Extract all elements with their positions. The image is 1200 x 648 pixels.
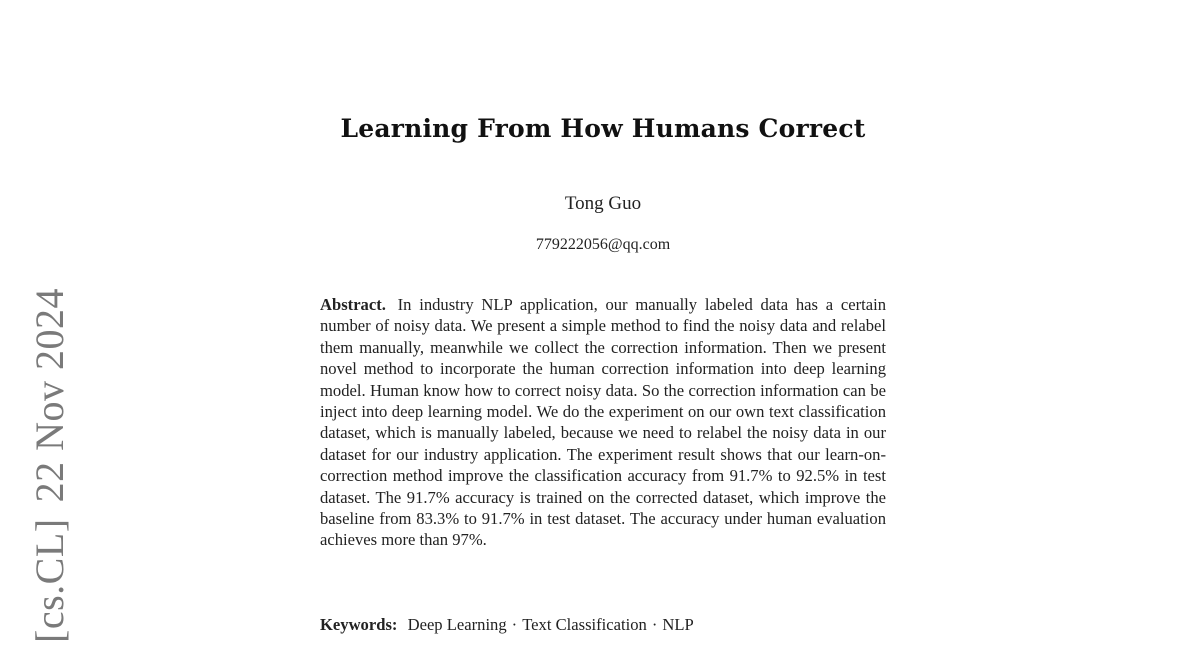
keyword-separator: · [651,615,658,634]
abstract-text: In industry NLP application, our manually labeled data has a certain number of noisy data. We present a simple method to find the noisy data and relabel them manually, meanwhile we collect the correction information. Then we present novel method to incorporate the human correction information into deep learning model. Human know how to correct noisy data. So the correction information can be inject into deep learning model. We do the experiment on our own text classification dataset, which is manually labeled, because we need to relabel the noisy data in our dataset for our industry application. The experiment result shows that our learn-on-correction method improve the classification accuracy from 91.7% to 92.5% in test dataset. The 91.7% accuracy is trained on the corrected dataset, which improve the baseline from 83.3% to 91.7% in test dataset. The accuracy under human evaluation achieves more than 97%. [320,295,886,550]
keywords-label: Keywords: [320,615,398,634]
author-email: 779222056@qq.com [535,236,671,253]
paper-author: Tong Guo [564,193,642,214]
arxiv-date: 22 Nov 2024 [26,287,72,502]
arxiv-side-stamp [4,287,94,643]
keyword-separator: · [511,615,518,634]
abstract-block [320,294,886,551]
keyword-item: Text Classification [522,615,647,634]
paper-title: Learning From How Humans Correct [340,114,866,143]
keyword-item: Deep Learning [407,615,507,634]
keywords-block [320,614,886,635]
abstract-label: Abstract. [320,295,386,314]
keyword-item: NLP [662,615,694,634]
arxiv-category: [cs.CL] [26,517,72,643]
